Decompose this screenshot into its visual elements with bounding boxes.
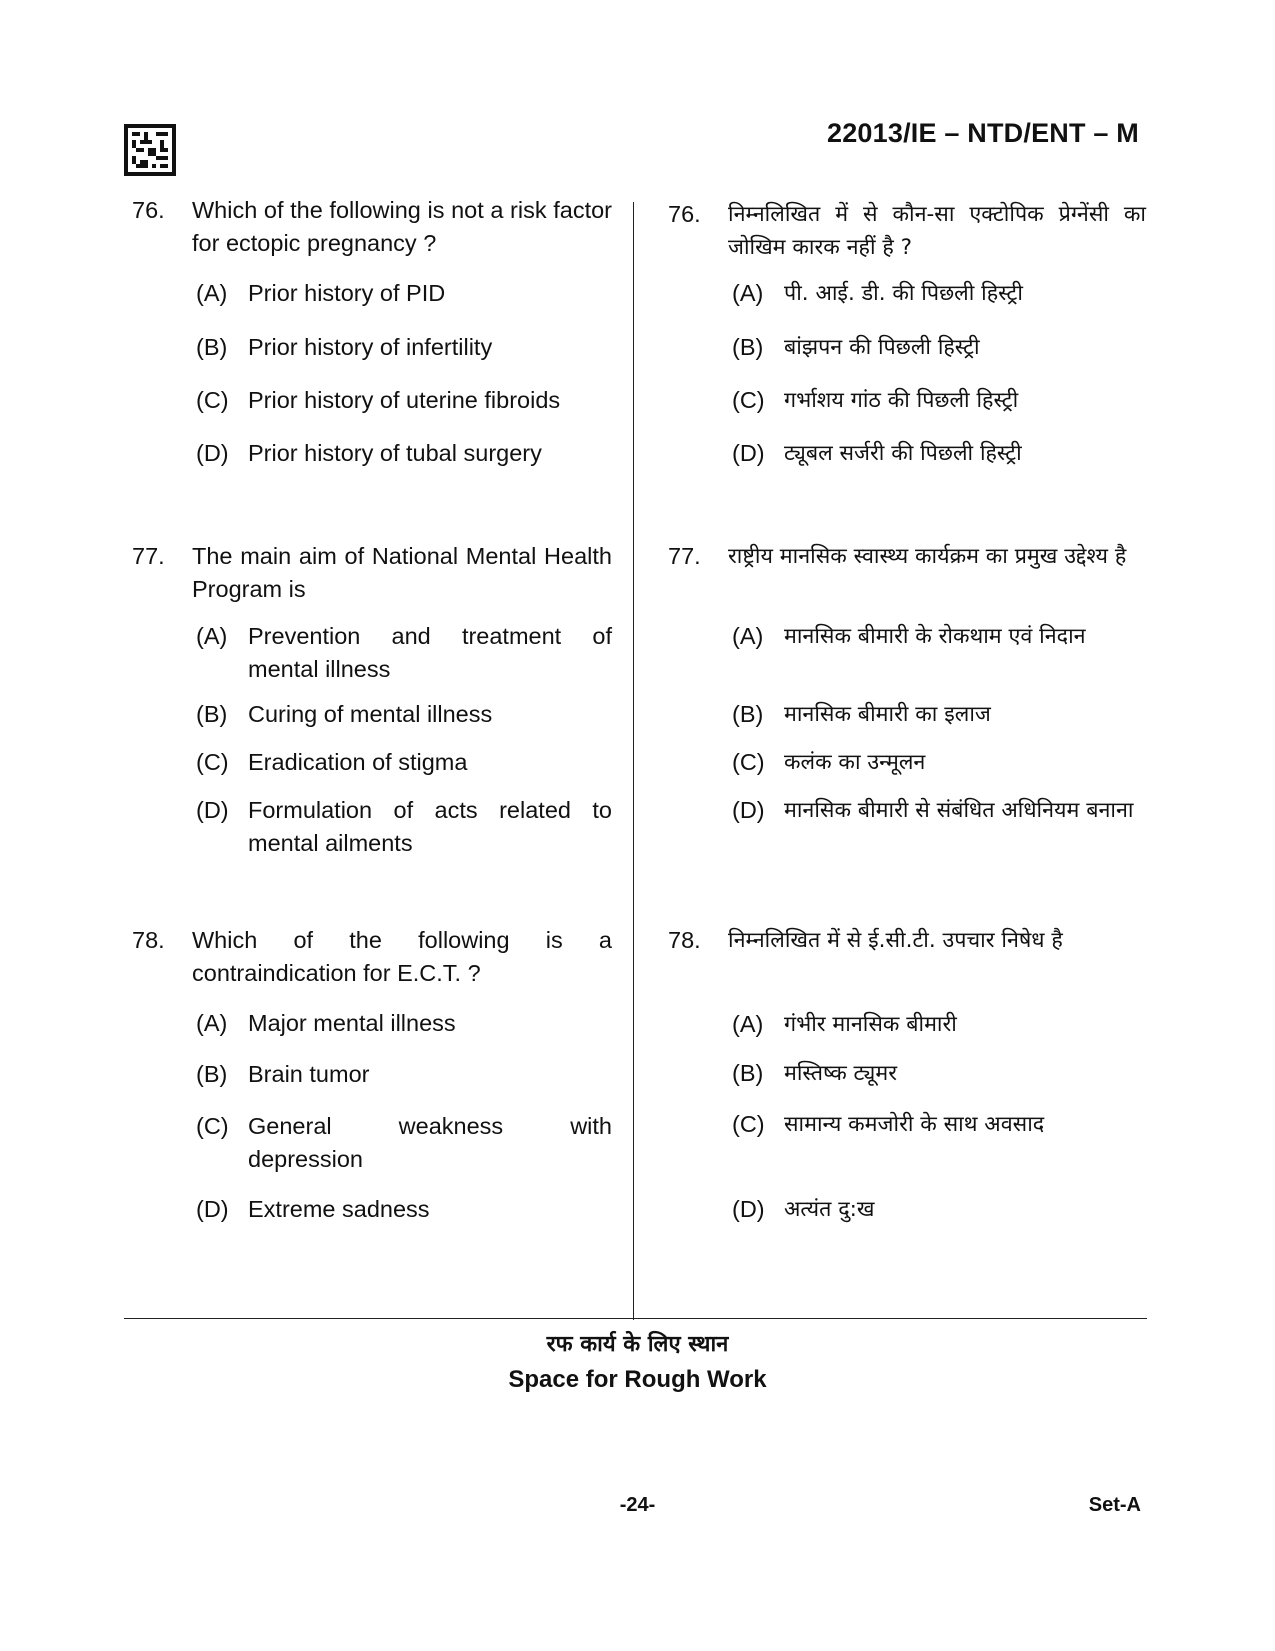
- option-77-d-hi: [732, 794, 1146, 827]
- rough-work-label-hindi: रफ कार्य के लिए स्थान: [546, 1332, 729, 1357]
- option-label: (A): [732, 280, 764, 306]
- rough-work-divider: [124, 1318, 1147, 1319]
- option-text: ट्यूबल सर्जरी की पिछली हिस्ट्री: [784, 441, 1022, 466]
- option-label: (C): [196, 749, 229, 775]
- option-label: (D): [732, 797, 765, 823]
- question-76-en: [132, 194, 612, 260]
- option-76-c-hi: [732, 384, 1146, 417]
- question-text: Which of the following is not a risk factor for ectopic pregnancy ?: [192, 197, 612, 256]
- qr-code-icon: [124, 124, 176, 176]
- option-78-c-hi: [732, 1108, 1146, 1141]
- option-label: (B): [196, 701, 228, 727]
- option-label: (C): [732, 749, 765, 775]
- question-text: निम्नलिखित में से कौन-सा एक्टोपिक प्रेग्नेंसी का जोखिम कारक नहीं है ?: [728, 202, 1146, 260]
- question-76-hi: [668, 198, 1146, 264]
- option-text: सामान्य कमजोरी के साथ अवसाद: [784, 1112, 1045, 1137]
- question-number: 76.: [132, 197, 165, 223]
- option-78-d-hi: [732, 1193, 1146, 1226]
- question-78-en: [132, 924, 612, 990]
- option-label: (B): [196, 334, 228, 360]
- option-label: (B): [732, 334, 764, 360]
- question-number: 76.: [668, 201, 701, 227]
- option-text: General weakness with depression: [248, 1113, 612, 1172]
- option-text: गंभीर मानसिक बीमारी: [784, 1012, 957, 1037]
- page-number: -24-: [619, 1494, 656, 1516]
- option-label: (D): [732, 1196, 765, 1222]
- option-text: Prevention and treatment of mental illness: [248, 623, 612, 682]
- option-text: Extreme sadness: [248, 1196, 430, 1222]
- question-text: निम्नलिखित में से ई.सी.टी. उपचार निषेध है: [728, 928, 1063, 953]
- option-text: बांझपन की पिछली हिस्ट्री: [784, 335, 980, 360]
- option-text: Formulation of acts related to mental ailments: [248, 797, 612, 856]
- option-text: Prior history of uterine fibroids: [248, 387, 561, 413]
- option-label: (B): [732, 1060, 764, 1086]
- option-76-b-hi: [732, 331, 1146, 364]
- option-text: Prior history of PID: [248, 280, 446, 306]
- option-label: (D): [196, 797, 229, 823]
- option-78-b-en: [196, 1058, 612, 1091]
- option-78-c-en: [196, 1110, 612, 1176]
- rough-work-label: Space for Rough Work: [508, 1366, 767, 1393]
- option-76-d-en: [196, 437, 612, 470]
- option-label: (D): [196, 1196, 229, 1222]
- option-label: (A): [732, 623, 764, 649]
- option-77-a-hi: [732, 620, 1146, 653]
- option-label: (C): [732, 387, 765, 413]
- option-label: (A): [196, 280, 228, 306]
- question-77-hi: [668, 540, 1146, 573]
- question-text: Which of the following is a contraindication for E.C.T. ?: [192, 927, 612, 986]
- option-text: मानसिक बीमारी का इलाज: [784, 702, 991, 727]
- question-number: 78.: [668, 927, 701, 953]
- option-76-b-en: [196, 331, 612, 364]
- option-76-c-en: [196, 384, 612, 417]
- option-77-a-en: [196, 620, 612, 686]
- option-text: Prior history of infertility: [248, 334, 493, 360]
- option-77-d-en: [196, 794, 612, 860]
- option-76-a-en: [196, 277, 612, 310]
- option-78-a-en: [196, 1007, 612, 1040]
- option-label: (C): [732, 1111, 765, 1137]
- option-label: (D): [732, 440, 765, 466]
- question-number: 77.: [132, 543, 165, 569]
- option-label: (C): [196, 1113, 229, 1139]
- option-76-d-hi: [732, 437, 1146, 470]
- option-78-a-hi: [732, 1008, 1146, 1041]
- option-77-b-hi: [732, 698, 1146, 731]
- option-78-b-hi: [732, 1057, 1146, 1090]
- question-number: 77.: [668, 543, 701, 569]
- question-number: 78.: [132, 927, 165, 953]
- option-text: Eradication of stigma: [248, 749, 468, 775]
- option-label: (A): [196, 623, 228, 649]
- option-text: Curing of mental illness: [248, 701, 493, 727]
- question-text: राष्ट्रीय मानसिक स्वास्थ्य कार्यक्रम का प्रमुख उद्देश्य है: [728, 544, 1127, 569]
- option-text: मानसिक बीमारी से संबंधित अधिनियम बनाना: [784, 798, 1134, 823]
- option-78-d-en: [196, 1193, 612, 1226]
- set-label: Set-A: [1088, 1494, 1141, 1516]
- option-76-a-hi: [732, 277, 1146, 310]
- column-divider: [633, 202, 634, 1320]
- question-text: The main aim of National Mental Health Program is: [192, 543, 612, 602]
- paper-code: 22013/IE – NTD/ENT – M: [826, 118, 1139, 148]
- option-label: (A): [732, 1011, 764, 1037]
- option-text: मानसिक बीमारी के रोकथाम एवं निदान: [784, 624, 1086, 649]
- option-text: अत्यंत दु:ख: [784, 1197, 875, 1222]
- option-text: गर्भाशय गांठ की पिछली हिस्ट्री: [784, 388, 1019, 413]
- option-label: (D): [196, 440, 229, 466]
- option-text: Prior history of tubal surgery: [248, 440, 542, 466]
- option-77-b-en: [196, 698, 612, 731]
- option-label: (A): [196, 1010, 228, 1036]
- option-text: पी. आई. डी. की पिछली हिस्ट्री: [784, 281, 1023, 306]
- option-label: (C): [196, 387, 229, 413]
- option-text: Major mental illness: [248, 1010, 456, 1036]
- question-78-hi: [668, 924, 1146, 957]
- option-text: मस्तिष्क ट्यूमर: [784, 1061, 898, 1086]
- option-label: (B): [196, 1061, 228, 1087]
- question-77-en: [132, 540, 612, 606]
- option-text: कलंक का उन्मूलन: [784, 750, 926, 775]
- option-77-c-en: [196, 746, 612, 779]
- option-text: Brain tumor: [248, 1061, 370, 1087]
- option-label: (B): [732, 701, 764, 727]
- option-77-c-hi: [732, 746, 1146, 779]
